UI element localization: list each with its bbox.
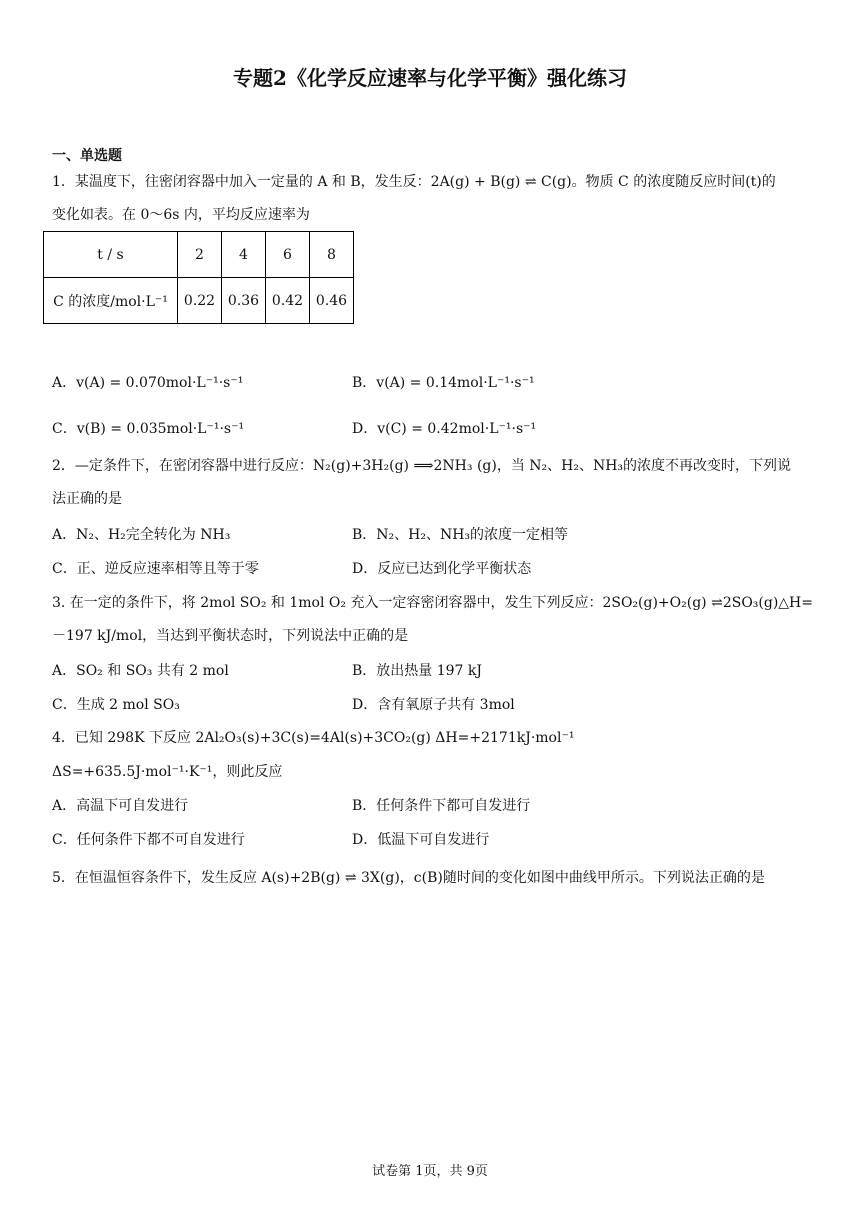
q4-line1: 4．已知 298K 下反应 2Al₂O₃(s)+3C(s)=4Al(s)+3CO₂(g) ΔH=+2171kJ·mol⁻¹ — [52, 730, 575, 746]
table-header-concentration: C 的浓度/mol·L⁻¹ — [44, 278, 178, 324]
q2-option-b: B．N₂、H₂、NH₃的浓度一定相等 — [352, 527, 569, 543]
q4-line2: ΔS=+635.5J·mol⁻¹·K⁻¹，则此反应 — [52, 764, 283, 780]
table-cell: 0.46 — [310, 278, 354, 324]
q3-option-a: A．SO₂ 和 SO₃ 共有 2 mol — [52, 663, 229, 679]
table-cell: 6 — [266, 232, 310, 278]
q2-line2: 法正确的是 — [52, 491, 122, 507]
q1-option-c: C．v(B) = 0.035mol·L⁻¹·s⁻¹ — [52, 421, 245, 437]
q1-text-a: 1．某温度下，往密闭容器中加入一定量的 A 和 B，发生反： — [52, 174, 431, 190]
q2-option-d: D．反应已达到化学平衡状态 — [352, 561, 532, 577]
q3-option-c: C．生成 2 mol SO₃ — [52, 697, 180, 713]
q4-option-b: B．任何条件下都可自发进行 — [352, 798, 531, 814]
q5-line1: 5．在恒温恒容条件下，发生反应 A(s)+2B(g) ⇌ 3X(g)，c(B)随时间的变化如图中曲线甲所示。下列说法正确的是 — [52, 870, 765, 886]
q2-option-a: A．N₂、H₂完全转化为 NH₃ — [52, 527, 231, 543]
page-footer: 试卷第 1页，共 9页 — [372, 1164, 488, 1179]
table-row — [44, 278, 354, 324]
table-cell: 0.42 — [266, 278, 310, 324]
table-cell: 0.22 — [178, 278, 222, 324]
table-cell: 8 — [310, 232, 354, 278]
q1-line2: 变化如表。在 0～6s 内，平均反应速率为 — [52, 207, 310, 223]
q1-line1 — [52, 172, 776, 192]
q2-line1: 2．—定条件下，在密闭容器中进行反应：N₂(g)+3H₂(g) ⟹2NH₃ (g)，当 N₂、H₂、NH₃的浓度不再改变时，下列说 — [52, 458, 792, 474]
concentration-table — [43, 231, 354, 324]
q3-line2: －197 kJ/mol，当达到平衡状态时，下列说法中正确的是 — [52, 628, 409, 644]
table-header-time: t / s — [44, 232, 178, 278]
page-title: 专题2《化学反应速率与化学平衡》强化练习 — [233, 66, 627, 90]
q1-option-b: B．v(A) = 0.14mol·L⁻¹·s⁻¹ — [352, 375, 535, 391]
q1-equation: 2A(g) + B(g) ⇌ C(g) — [430, 174, 572, 190]
q3-option-b: B．放出热量 197 kJ — [352, 663, 483, 679]
table-cell: 0.36 — [222, 278, 266, 324]
q3-option-d: D．含有氧原子共有 3mol — [352, 697, 515, 713]
table-cell: 2 — [178, 232, 222, 278]
q2-option-c: C．正、逆反应速率相等且等于零 — [52, 561, 259, 577]
section-heading: 一、单选题 — [52, 148, 122, 164]
table-cell: 4 — [222, 232, 266, 278]
q4-option-a: A．高温下可自发进行 — [52, 798, 189, 814]
q3-line1: 3. 在一定的条件下，将 2mol SO₂ 和 1mol O₂ 充入一定容密闭容器中，发生下列反应：2SO₂(g)+O₂(g) ⇌2SO₃(g)△H= — [52, 595, 813, 611]
q1-option-a: A．v(A) = 0.070mol·L⁻¹·s⁻¹ — [52, 375, 244, 391]
q1-option-d: D．v(C) = 0.42mol·L⁻¹·s⁻¹ — [352, 421, 537, 437]
q1-text-b: 。物质 C 的浓度随反应时间(t)的 — [571, 174, 776, 190]
q4-option-d: D．低温下可自发进行 — [352, 832, 490, 848]
table-row — [44, 232, 354, 278]
q4-option-c: C．任何条件下都不可自发进行 — [52, 832, 245, 848]
